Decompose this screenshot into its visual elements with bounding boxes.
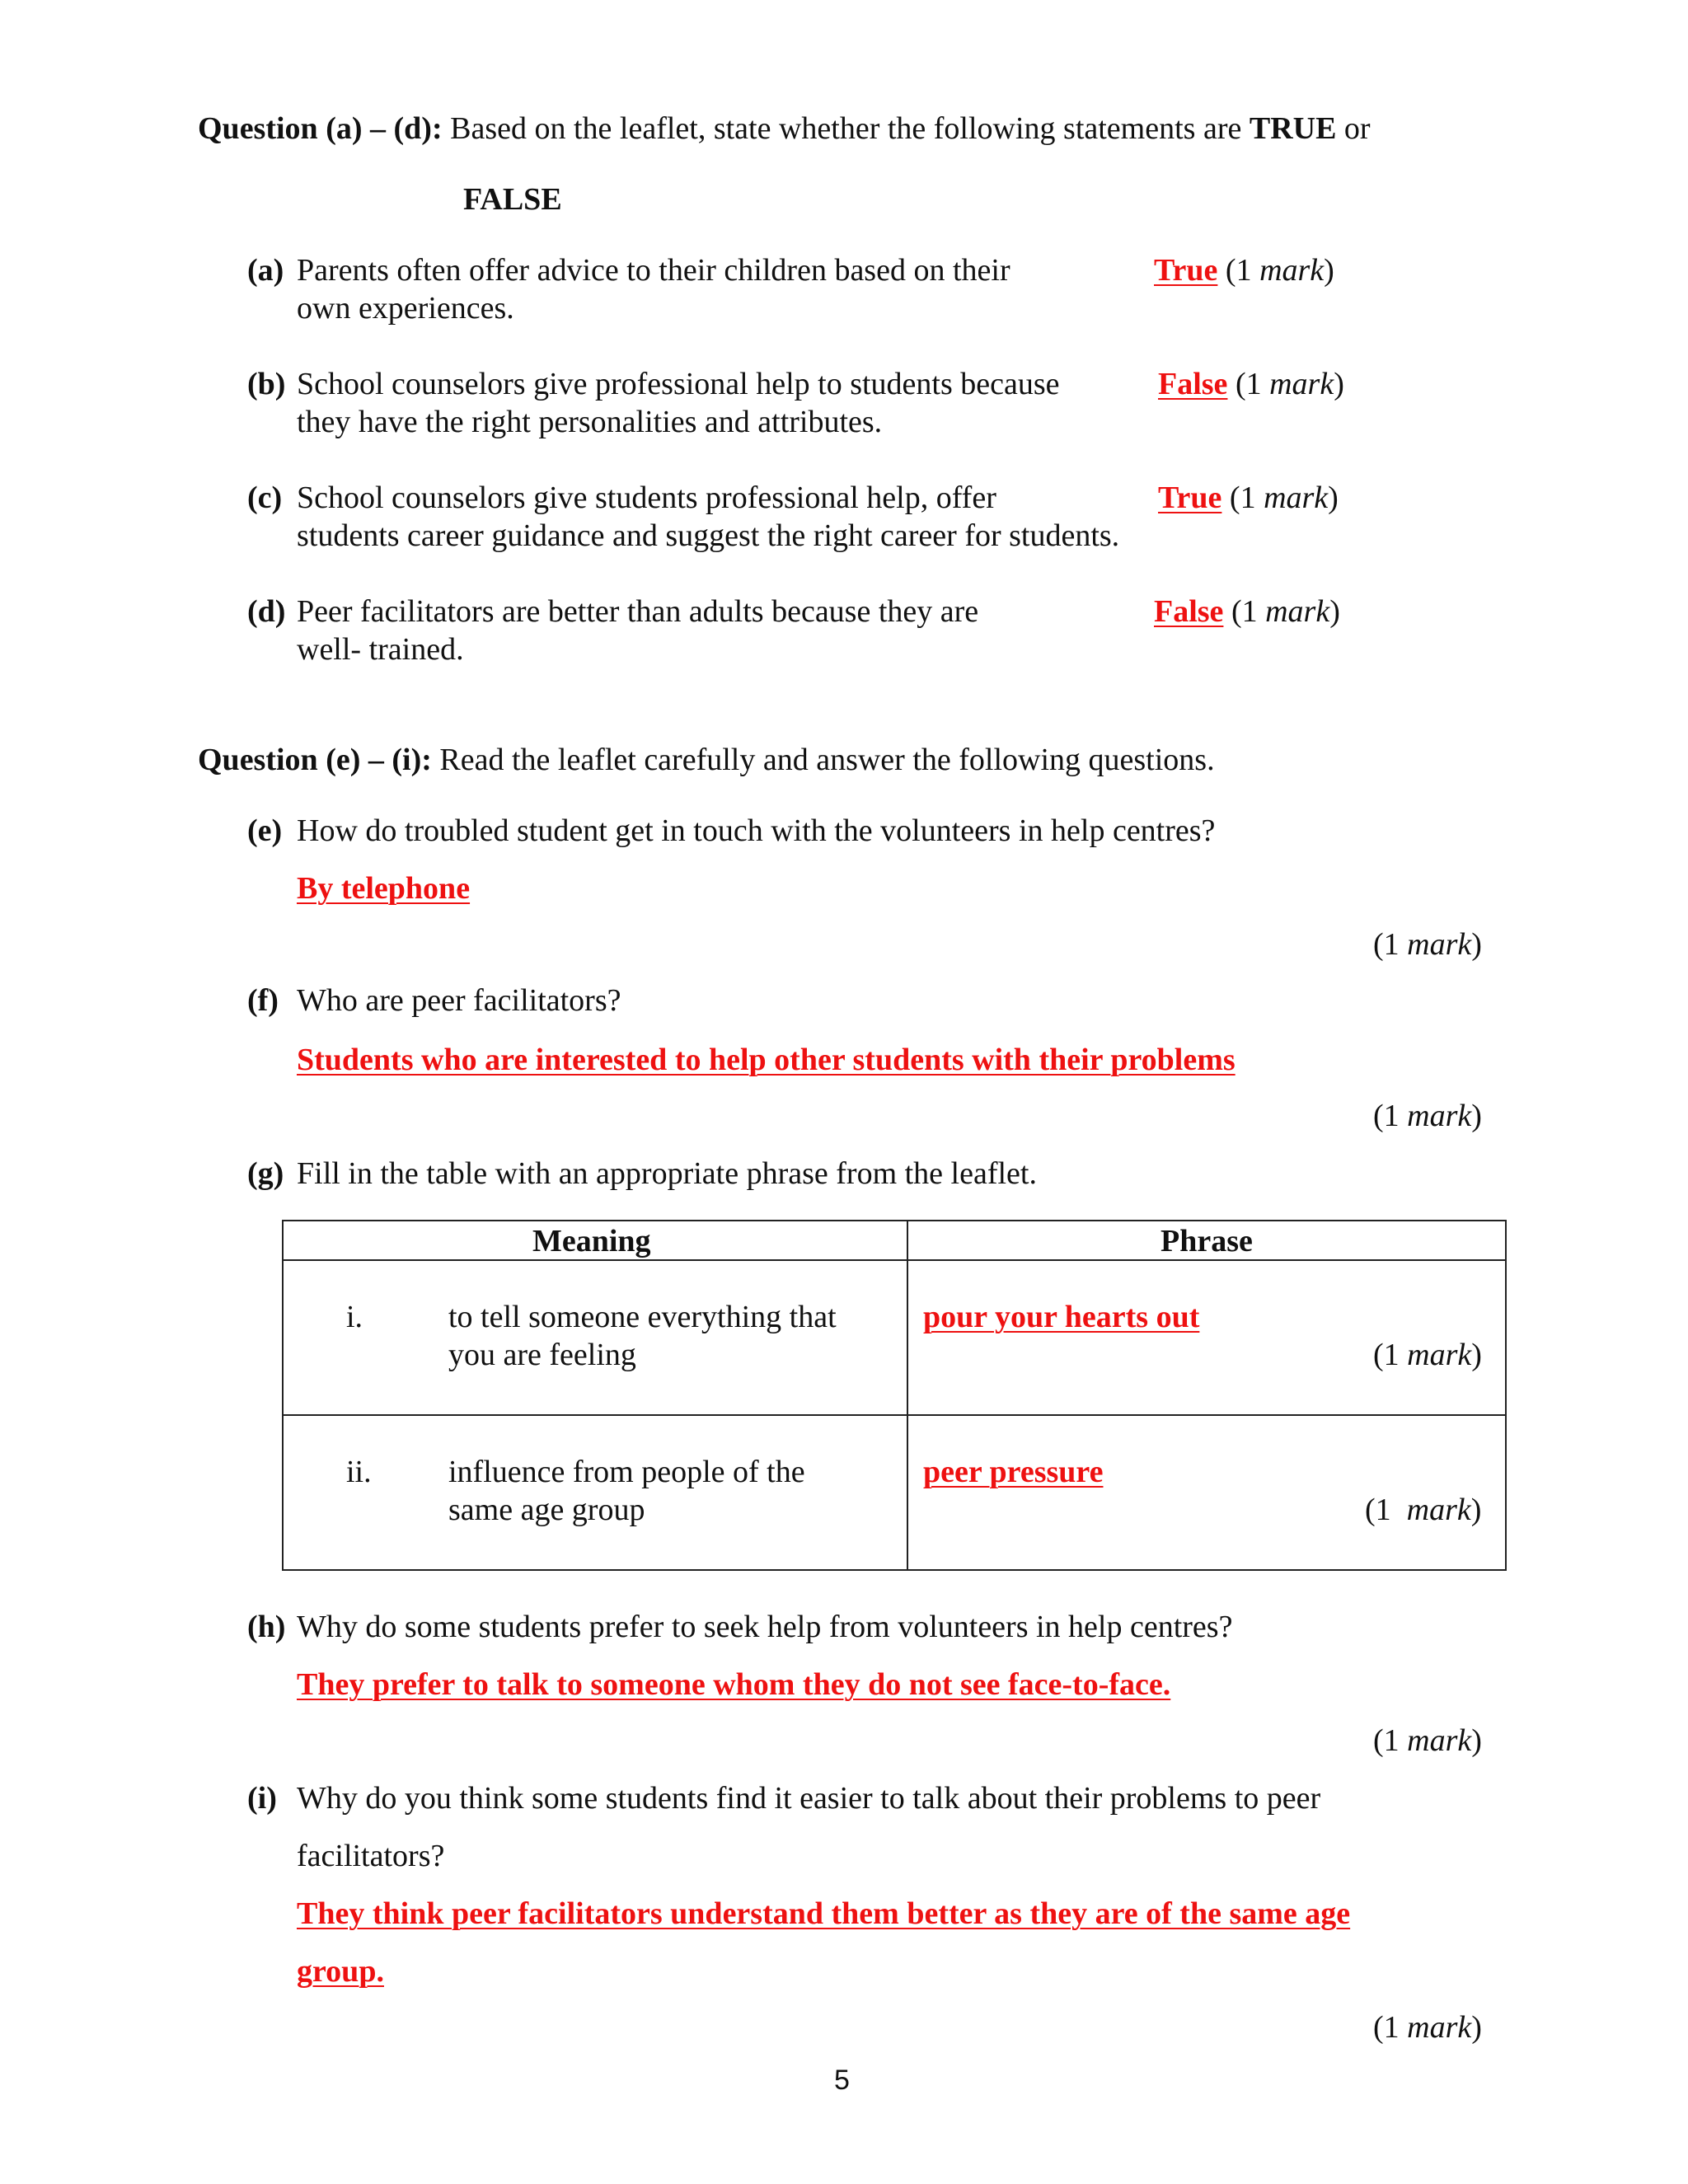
or-word: or <box>1336 111 1371 146</box>
column-header-meaning: Meaning <box>532 1224 651 1258</box>
answer: By telephone <box>297 871 471 906</box>
page-number: 5 <box>834 2064 850 2096</box>
answer: True <box>1158 480 1222 515</box>
mark-word: mark <box>1407 1723 1472 1758</box>
item-text-line2: they have the right personalities and attributes. <box>297 405 883 439</box>
mark: (1 mark) <box>1373 2010 1482 2045</box>
question-text: How do troubled student get in touch with the volunteers in help centres? <box>297 813 1216 848</box>
table-divider <box>284 1259 1505 1261</box>
mark-number: 1 <box>1383 1338 1400 1372</box>
question-label: (f) <box>247 983 279 1018</box>
mark: (1 mark) <box>1373 1099 1482 1133</box>
item-answer-mark: False (1 mark) <box>1154 594 1340 629</box>
question-label: (h) <box>247 1610 286 1644</box>
question-label: (e) <box>247 813 283 848</box>
section-header-e-i <box>198 742 1215 780</box>
answer-line2: group. <box>297 1954 384 1989</box>
answer: True <box>1154 253 1218 288</box>
mark-word: mark <box>1407 2010 1472 2045</box>
mark-word: mark <box>1407 1099 1472 1133</box>
meaning-line2: you are feeling <box>448 1338 636 1372</box>
mark: (1 mark) <box>1373 1338 1482 1372</box>
mark-number: 1 <box>1375 1493 1407 1527</box>
table-divider <box>284 1414 1505 1416</box>
mark-word: mark <box>1407 1338 1472 1372</box>
false-keyword: FALSE <box>463 182 562 217</box>
item-text-line2: own experiences. <box>297 291 514 326</box>
mark-word: mark <box>1265 594 1330 629</box>
question-text-line2: facilitators? <box>297 1839 445 1873</box>
answer: They prefer to talk to someone whom they do not see face-to-face. <box>297 1667 1171 1702</box>
mark-word: mark <box>1406 1493 1471 1527</box>
answer: False <box>1154 594 1224 629</box>
mark-number: 1 <box>1236 253 1252 288</box>
item-label: (c) <box>247 480 283 515</box>
section-label: Question (e) – (i): <box>198 743 432 777</box>
item-label: (d) <box>247 594 286 629</box>
mark-word: mark <box>1269 367 1334 401</box>
phrase-answer: pour your hearts out <box>923 1300 1200 1334</box>
question-text: Why do some students prefer to seek help from volunteers in help centres? <box>297 1610 1233 1644</box>
mark-word: mark <box>1264 480 1329 515</box>
question-text: Who are peer facilitators? <box>297 983 621 1018</box>
meaning-line1: influence from people of the <box>448 1455 805 1489</box>
question-label: (g) <box>247 1156 284 1191</box>
item-text-line1: Peer facilitators are better than adults because they are <box>297 594 979 629</box>
mark: (1 mark) <box>1373 927 1482 962</box>
mark-number: 1 <box>1241 594 1258 629</box>
item-text-line2: well- trained. <box>297 632 464 667</box>
meaning-line2: same age group <box>448 1493 645 1527</box>
phrase-answer: peer pressure <box>923 1455 1104 1489</box>
answer: False <box>1158 367 1228 401</box>
column-header-phrase: Phrase <box>1160 1224 1253 1258</box>
item-answer-mark: False (1 mark) <box>1158 367 1344 401</box>
section-instruction: Read the leaflet carefully and answer the following questions. <box>431 743 1215 777</box>
item-label: (a) <box>247 253 284 288</box>
item-answer-mark: True (1 mark) <box>1154 253 1334 288</box>
mark: (1 mark) <box>1365 1493 1482 1527</box>
mark-number: 1 <box>1383 2010 1400 2045</box>
meaning-line1: to tell someone everything that <box>448 1300 837 1334</box>
section-header-a-d <box>198 110 1371 148</box>
question-text: Fill in the table with an appropriate phrase from the leaflet. <box>297 1156 1037 1191</box>
question-text-line1: Why do you think some students find it easier to talk about their problems to peer <box>297 1781 1321 1816</box>
mark-number: 1 <box>1383 1099 1400 1133</box>
answer: Students who are interested to help other students with their problems <box>297 1043 1236 1077</box>
row-number: ii. <box>346 1455 372 1489</box>
true-keyword: TRUE <box>1249 111 1337 146</box>
item-text-line2: students career guidance and suggest the right career for students. <box>297 518 1120 553</box>
table-divider <box>907 1221 908 1569</box>
mark-number: 1 <box>1383 927 1400 962</box>
item-label: (b) <box>247 367 286 401</box>
mark-word: mark <box>1407 927 1472 962</box>
answer-line1: They think peer facilitators understand them better as they are of the same age <box>297 1896 1351 1931</box>
mark: (1 mark) <box>1373 1723 1482 1758</box>
question-label: (i) <box>247 1781 277 1816</box>
mark-word: mark <box>1259 253 1325 288</box>
item-text-line1: Parents often offer advice to their children based on their <box>297 253 1010 288</box>
item-answer-mark: True (1 mark) <box>1158 480 1339 515</box>
mark-number: 1 <box>1240 480 1256 515</box>
section-instruction: Based on the leaflet, state whether the following statements are <box>442 111 1250 146</box>
phrase-table <box>282 1220 1507 1571</box>
item-text-line1: School counselors give professional help to students because <box>297 367 1060 401</box>
mark-number: 1 <box>1383 1723 1400 1758</box>
mark-number: 1 <box>1245 367 1262 401</box>
section-label: Question (a) – (d): <box>198 111 443 146</box>
row-number: i. <box>346 1300 363 1334</box>
item-text-line1: School counselors give students professional help, offer <box>297 480 996 515</box>
